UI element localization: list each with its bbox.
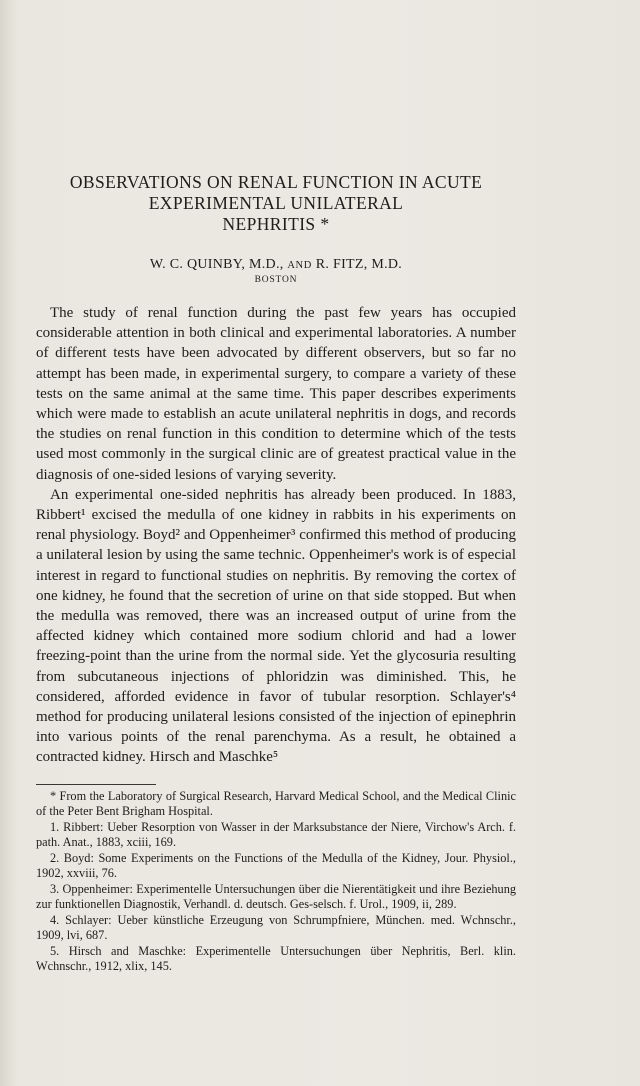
body-text <box>36 303 516 768</box>
paragraph: An experimental one-sided nephritis has already been produced. In 1883, Ribbert¹ excised the medulla of one kidney in rabbits in his experiments on renal physiology. Boyd² and Oppenheimer³ confirmed this method of producing a unilateral lesion by using the same technic. Oppenheimer's work is of especial interest in regard to functional studies on nephritis. By removing the cortex of one kidney, he found that the secretion of urine on that side stopped. But when the medulla was removed, there was an increased output of urine from the affected kidney which contained more sodium chlorid and had a lower freezing-point than the urine from the normal side. Yet the glycosuria resulting from subcutaneous injections of phloridzin was diminished. This, he considered, afforded evidence in favor of tubular resorption. Schlayer's⁴ method for producing unilateral lesions consisted of the injection of epinephrin into various points of the renal parenchyma. As a result, he obtained a contracted kidney. Hirsch and Maschke⁵ <box>36 486 516 766</box>
footnote: 4. Schlayer: Ueber künstliche Erzeugung von Schrumpfniere, München. med. Wchnschr., 1909, lvi, 687. <box>36 912 516 943</box>
title-line: EXPERIMENTAL UNILATERAL <box>148 193 404 213</box>
footnote: 3. Oppenheimer: Experimentelle Untersuchungen über die Nierentätigkeit und ihre Beziehung zur funktionellen Diagnostik, Verhandl. d. deutsch. Ges-selsch. f. Urol., 1909, ii, 289. <box>36 881 516 912</box>
footnote: 2. Boyd: Some Experiments on the Functions of the Medulla of the Kidney, Jour. Physiol., 1902, xxviii, 76. <box>36 850 516 881</box>
footnote-divider <box>36 784 156 785</box>
author-location: BOSTON <box>254 275 298 285</box>
author-second: R. FITZ, M.D. <box>315 257 403 272</box>
paragraph: The study of renal function during the past few years has occupied considerable attention in both clinical and experimental laboratories. A number of different tests have been advocated by different observers, but so far no attempt has been made, in experimental surgery, to compare a variety of these tests on the same animal at the same time. This paper describes experiments which were made to establish an acute unilateral nephritis in dogs, and records the studies on renal function in this condition to determine which of the tests used most commonly in the surgical clinic are of greatest practical value in the diagnosis of one-sided lesions of varying severity. <box>36 305 516 483</box>
footnote: 1. Ribbert: Ueber Resorption von Wasser in der Marksubstance der Niere, Virchow's Arch. f. path. Anat., 1883, xciii, 169. <box>36 819 516 850</box>
title-line: NEPHRITIS * <box>222 214 330 234</box>
author-line <box>36 257 516 273</box>
author-conjunction: AND <box>287 260 312 271</box>
article <box>36 172 516 975</box>
footnote: * From the Laboratory of Surgical Research, Harvard Medical School, and the Medical Clinic of the Peter Bent Brigham Hospital. <box>36 788 516 819</box>
title-line: OBSERVATIONS ON RENAL FUNCTION IN ACUTE <box>69 172 483 192</box>
footnote: 5. Hirsch and Maschke: Experimentelle Untersuchungen über Nephritis, Berl. klin. Wchnschr., 1912, xlix, 145. <box>36 943 516 974</box>
footnotes <box>36 789 516 975</box>
author-first: W. C. QUINBY, M.D., <box>149 257 284 272</box>
article-title <box>36 172 516 235</box>
